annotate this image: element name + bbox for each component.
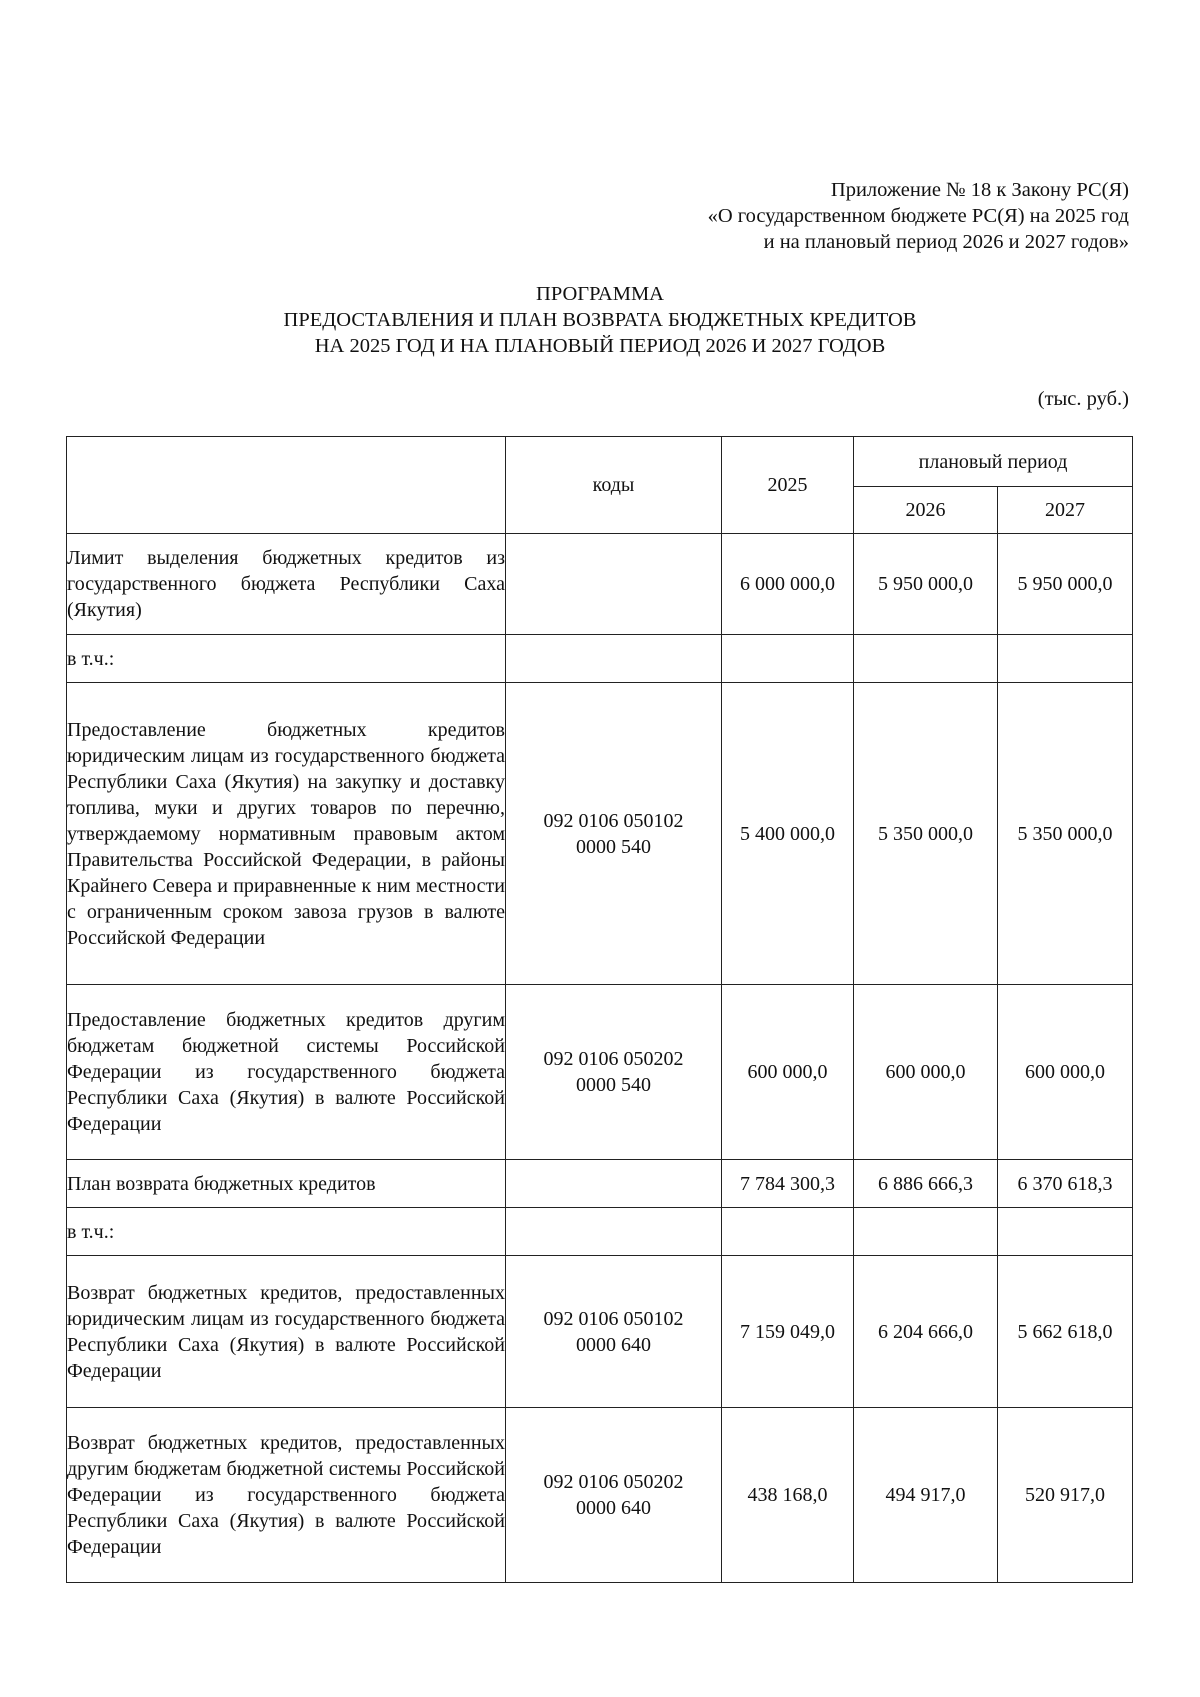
units-label: (тыс. руб.) — [1037, 388, 1129, 410]
header-codes: коды — [506, 437, 722, 534]
row-value-2026 — [854, 1208, 998, 1256]
table-row — [67, 1408, 1133, 1583]
row-value-2025 — [722, 1208, 854, 1256]
row-value-2026: 5 350 000,0 — [854, 683, 998, 985]
row-value-2027: 5 350 000,0 — [998, 683, 1133, 985]
title-line-3: НА 2025 ГОД И НА ПЛАНОВЫЙ ПЕРИОД 2026 И 2027 ГОДОВ — [314, 335, 886, 357]
row-code — [506, 985, 722, 1160]
table-row — [67, 1160, 1133, 1208]
row-name: Возврат бюджетных кредитов, предоставленных другим бюджетам бюджетной системы Российской Федерации из государственного бюджета Республики Саха (Якутия) в валюте Российской Федерации — [67, 1408, 506, 1583]
row-value-2025: 7 159 049,0 — [722, 1256, 854, 1408]
row-name: Предоставление бюджетных кредитов другим бюджетам бюджетной системы Российской Федерации из государственного бюджета Республики Саха (Якутия) в валюте Российской Федерации — [67, 985, 506, 1160]
budget-credit-table — [66, 436, 1133, 1583]
row-value-2025: 438 168,0 — [722, 1408, 854, 1583]
row-value-2026: 5 950 000,0 — [854, 534, 998, 635]
table-row — [67, 1256, 1133, 1408]
row-code-line-1: 092 0106 050202 — [543, 1471, 684, 1493]
table-row — [67, 635, 1133, 683]
row-value-2027: 5 662 618,0 — [998, 1256, 1133, 1408]
row-value-2027: 5 950 000,0 — [998, 534, 1133, 635]
row-value-2026 — [854, 635, 998, 683]
row-value-2025: 6 000 000,0 — [722, 534, 854, 635]
row-name: Лимит выделения бюджетных кредитов из государственного бюджета Республики Саха (Якутия) — [67, 534, 506, 635]
row-code — [506, 1160, 722, 1208]
table-row — [67, 534, 1133, 635]
table-row — [67, 985, 1133, 1160]
header-year-2026: 2026 — [854, 487, 998, 534]
row-value-2026: 600 000,0 — [854, 985, 998, 1160]
row-value-2027 — [998, 1208, 1133, 1256]
row-code — [506, 635, 722, 683]
title-line-2: ПРЕДОСТАВЛЕНИЯ И ПЛАН ВОЗВРАТА БЮДЖЕТНЫХ КРЕДИТОВ — [283, 309, 917, 331]
row-code — [506, 683, 722, 985]
row-value-2026: 494 917,0 — [854, 1408, 998, 1583]
appendix-line-3: и на плановый период 2026 и 2027 годов» — [763, 231, 1129, 253]
row-value-2025: 7 784 300,3 — [722, 1160, 854, 1208]
row-code-line-2: 0000 640 — [576, 1333, 651, 1356]
row-code-line-2: 0000 540 — [576, 835, 651, 858]
row-code — [506, 1408, 722, 1583]
table-row — [67, 683, 1133, 985]
row-code — [506, 1208, 722, 1256]
row-code-line-1: 092 0106 050202 — [543, 1048, 684, 1070]
row-value-2027: 520 917,0 — [998, 1408, 1133, 1583]
row-value-2025: 600 000,0 — [722, 985, 854, 1160]
row-value-2025: 5 400 000,0 — [722, 683, 854, 985]
row-value-2025 — [722, 635, 854, 683]
row-code — [506, 534, 722, 635]
appendix-reference — [708, 177, 1129, 255]
title-line-1: ПРОГРАММА — [536, 283, 664, 305]
document-title — [0, 281, 1200, 359]
row-value-2027: 600 000,0 — [998, 985, 1133, 1160]
header-year-2025: 2025 — [722, 437, 854, 534]
row-code-line-1: 092 0106 050102 — [543, 1307, 684, 1330]
row-name: Возврат бюджетных кредитов, предоставленных юридическим лицам из государственного бюджета Республики Саха (Якутия) в валюте Российской Федерации — [67, 1256, 506, 1408]
header-planned-period: плановый период — [854, 437, 1133, 487]
row-name: в т.ч.: — [67, 635, 506, 683]
header-year-2027: 2027 — [998, 487, 1133, 534]
row-name: в т.ч.: — [67, 1208, 506, 1256]
row-name: План возврата бюджетных кредитов — [67, 1160, 506, 1208]
row-code — [506, 1256, 722, 1408]
appendix-line-2: «О государственном бюджете РС(Я) на 2025 год — [707, 205, 1129, 227]
row-value-2027: 6 370 618,3 — [998, 1160, 1133, 1208]
table-row — [67, 1208, 1133, 1256]
row-value-2027 — [998, 635, 1133, 683]
row-name: Предоставление бюджетных кредитов юридическим лицам из государственного бюджета Республики Саха (Якутия) на закупку и доставку топлива, муки и других товаров по перечню, утверждаемому нормативным правовым актом Правительства Российской Федерации, в районы Крайнего Севера и приравненные к ним местности с ограниченным сроком завоза грузов в валюте Российской Федерации — [67, 683, 506, 985]
row-value-2026: 6 204 666,0 — [854, 1256, 998, 1408]
appendix-line-1: Приложение № 18 к Закону РС(Я) — [830, 179, 1129, 201]
row-code-line-1: 092 0106 050102 — [543, 809, 684, 832]
row-code-line-2: 0000 540 — [576, 1074, 651, 1096]
row-code-line-2: 0000 640 — [576, 1497, 651, 1519]
header-name-cell — [67, 437, 506, 534]
row-value-2026: 6 886 666,3 — [854, 1160, 998, 1208]
